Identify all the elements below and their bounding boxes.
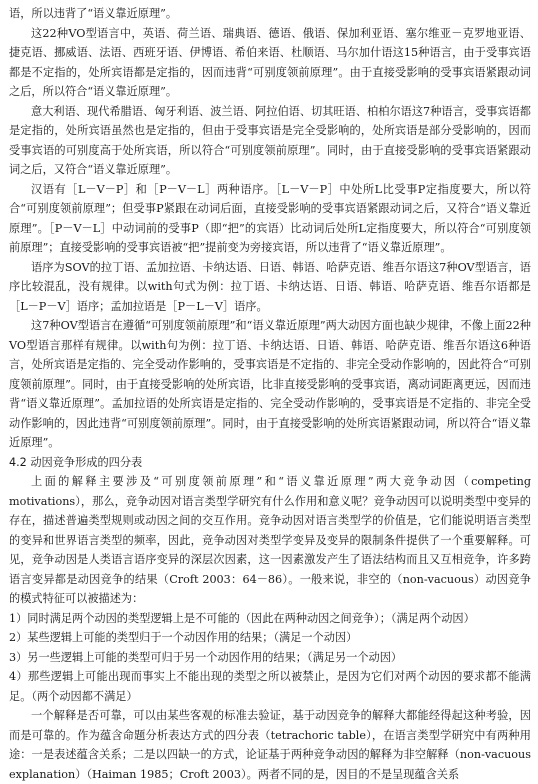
document-page: [9, 4, 531, 784]
list-item: 4）那些逻辑上可能出现而事实上不能出现的类型之所以被禁止，是因为它们对两个动因的要求都不能满足。（两个动因都不满足）: [9, 670, 531, 703]
paragraph-tetrachoric-table: 一个解释是否可靠，可以由某些客观的标准去验证，基于动因竞争的解释大都能经得起这种考验，因而是可靠的。作为蕴含命题分析表达方式的四分表（tetrachoric table），在语言类型学研究中有两种用途：一是表述蕴含关系；二是以四缺一的方式，论证基于两种竞争动因的解释为非空解释（non-vacuous explanation）（Haiman 1985；Croft 2003）。两者不同的是，因目的不是呈现蕴含关系: [9, 709, 531, 781]
paragraph-chinese: 汉语有［L－V－P］和［P－V－L］两种语序。［L－V－P］中处所L比受事P定指度要大，所以符合“可别度领前原理”；但受事P紧跟在动词后面，直接受影响的受事宾语紧跟动词之后，又符合“语义靠近原理”。［P－V－L］中动词前的受事P（即“把”的宾语）比动词后处所L定指度要大，所以符合“可别度领前原理”；直接受影响的受事宾语被“把”提前变为旁接宾语，所以违背了“语义靠近原理”。: [9, 182, 531, 254]
paragraph-vo-languages: 这22种VO型语言中，英语、荷兰语、瑞典语、德语、俄语、保加利亚语、塞尔维亚－克罗地亚语、捷克语、挪威语、法语、西班牙语、伊博语、希伯来语、杜顺语、马尔加什语这15种语言，由于受事宾语都是不定指的，处所宾语都是定指的，因而违背“可别度领前原理”。由于直接受影响的受事宾语紧跟动词之后，所以符合“语义靠近原理”。: [9, 26, 531, 98]
paragraph-sov-languages: 语序为SOV的拉丁语、孟加拉语、卡纳达语、日语、韩语、哈萨克语、维吾尔语这7种OV型语言，语序比较混乱，没有规律。以with句式为例：拉丁语、卡纳达语、日语、韩语、哈萨克语、维吾尔语都是［L－P－V］语序；孟加拉语是［P－L－V］语序。: [9, 260, 531, 313]
paragraph-ov-motivations: 这7种OV型语言在遵循“可别度领前原理”和“语义靠近原理”两大动因方面也缺少规律，不像上面22种VO型语言那样有规律。以with句为例：拉丁语、卡纳达语、日语、韩语、哈萨克语、维吾尔语这6种语言，处所宾语是定指的、完全受动作影响的，受事宾语是不定指的、非完全受动作影响的，因此符合“可别度领前原理”。同时，由于直接受影响的处所宾语，比非直接受影响的受事宾语，离动词距离更远，因而违背“语义靠近原理”。孟加拉语的处所宾语是定指的、完全受动作影响的，受事宾语是不定指的、非完全受动作影响的，因此违背“可别度领前原理”。同时，由于直接受影响的处所宾语紧跟动词，所以符合“语义靠近原理”。: [9, 319, 531, 449]
list-item: 3）另一些逻辑上可能的类型可归于另一个动因作用的结果；（满足另一个动因）: [9, 650, 403, 664]
paragraph-continuation: 语，所以违背了“语义靠近原理”。: [9, 7, 178, 20]
paragraph-competing-motivations: 上面的解释主要涉及“可别度领前原理”和“语义靠近原理”两大竞争动因（competing motivations），那么，竞争动因对语言类型学研究有什么作用和意义呢？竞争动因可以说明类型中变异的存在，描述普遍类型规则或动因之间的交互作用。竞争动因对语言类型学的价值是，它们能说明语言类型的变异和世界语言类型的频率，因此，竞争动因对类型学变异及变异的限制条件提供了一个重要解释。可见，竞争动因是人类语言语序变异的深层次因素，这一因素激发产生了语法结构而且又互相竞争，许多跨语言变异都是动因竞争的结果（Croft 2003：64－86）。一般来说，非空的（non-vacuous）动因竞争的模式特征可以被描述为：: [9, 475, 531, 605]
list-item: 2）某些逻辑上可能的类型归于一个动因作用的结果；（满足一个动因）: [9, 631, 358, 644]
paragraph-italian-group: 意大利语、现代希腊语、匈牙利语、波兰语、阿拉伯语、切其旺语、柏柏尔语这7种语言，受事宾语都是定指的，处所宾语虽然也是定指的，但由于受事宾语是完全受影响的，处所宾语是部分受影响的，因而受事宾语的可别度高于处所宾语，所以符合“可别度领前原理”。同时，由于直接受影响的受事宾语紧跟动词之后，又符合“语义靠近原理”。: [9, 104, 531, 176]
section-heading: 4.2 动因竞争形成的四分表: [9, 455, 143, 469]
list-item: 1）同时满足两个动因的类型逻辑上是不可能的（因此在两种动因之间竞争）；（满足两个动因）: [9, 611, 475, 625]
